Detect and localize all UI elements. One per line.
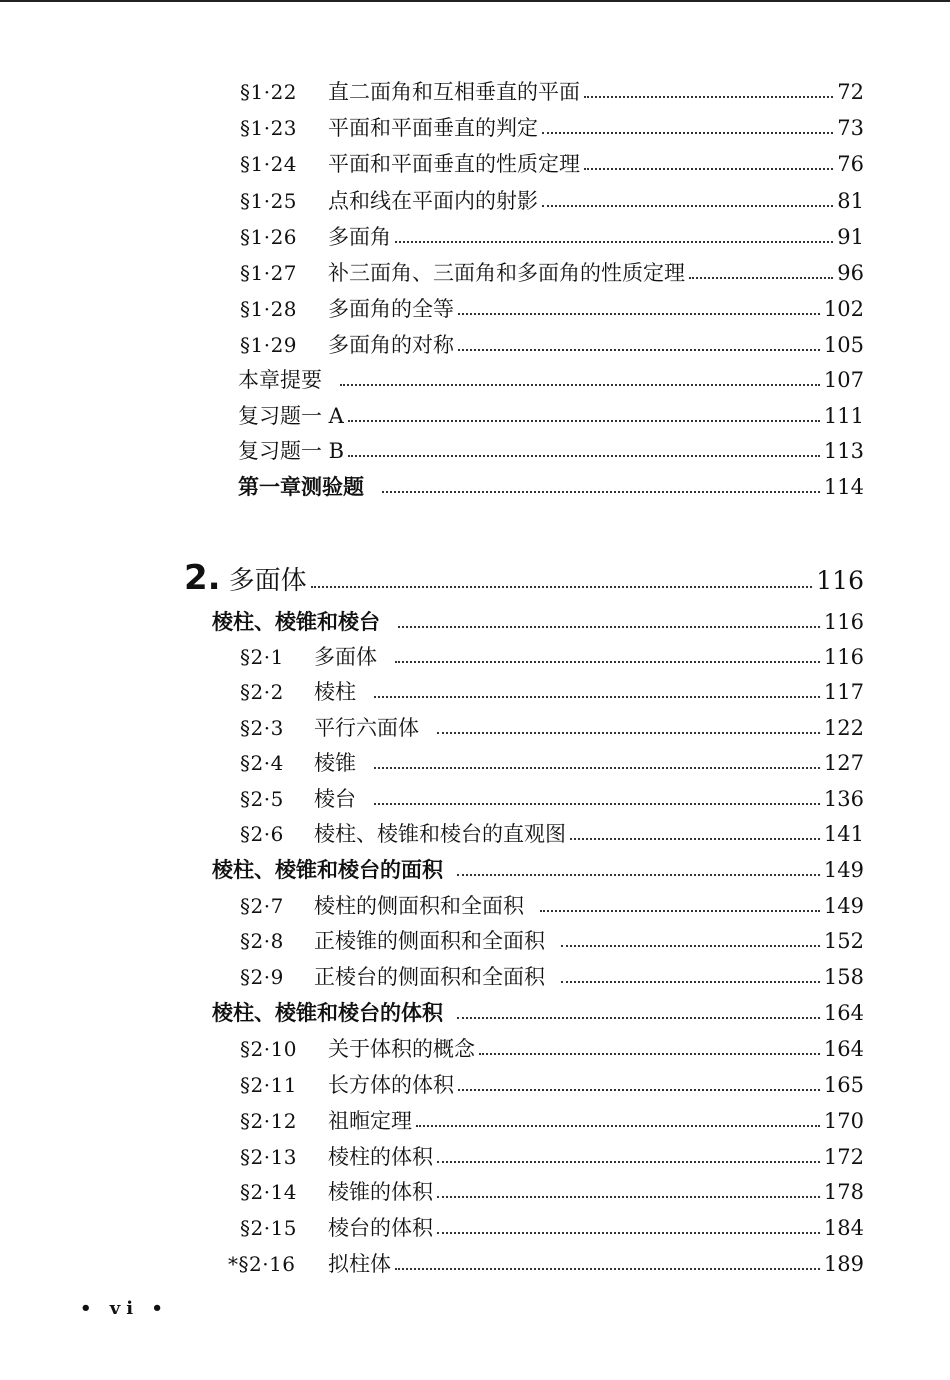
entry-title: 棱台的体积 bbox=[328, 1216, 433, 1240]
toc-entry[interactable] bbox=[240, 963, 864, 991]
page-number: 113 bbox=[823, 439, 864, 463]
entry-title: 点和线在平面内的射影 bbox=[328, 189, 538, 213]
chapter-number: 2. bbox=[184, 558, 221, 598]
page-number: 116 bbox=[816, 566, 864, 595]
dot-leader bbox=[457, 1017, 820, 1019]
group-heading[interactable] bbox=[212, 856, 864, 884]
page-number: 172 bbox=[823, 1145, 864, 1169]
section-number: §1·25 bbox=[240, 189, 298, 213]
section-number: §2·6 bbox=[240, 822, 284, 846]
entry-title: 棱柱 bbox=[314, 680, 356, 704]
section-number: §2·2 bbox=[240, 680, 284, 704]
page-number: 73 bbox=[837, 116, 864, 140]
toc-entry[interactable] bbox=[240, 1214, 864, 1242]
page-number: 184 bbox=[823, 1216, 864, 1240]
chapter-heading[interactable] bbox=[184, 560, 864, 596]
page-number: 189 bbox=[823, 1252, 864, 1276]
dot-leader bbox=[561, 945, 820, 947]
section-number: §2·12 bbox=[240, 1109, 298, 1133]
entry-title: 补三面角、三面角和多面角的性质定理 bbox=[328, 261, 685, 285]
toc-entry[interactable] bbox=[240, 1178, 864, 1206]
toc-entry[interactable] bbox=[240, 1143, 864, 1171]
dot-leader bbox=[540, 910, 820, 912]
toc-entry[interactable] bbox=[240, 1071, 864, 1099]
page-number: 117 bbox=[823, 680, 864, 704]
section-number: §1·28 bbox=[240, 297, 298, 321]
section-number: §2·8 bbox=[240, 929, 284, 953]
page-number: 170 bbox=[823, 1109, 864, 1133]
entry-title: 棱台 bbox=[314, 787, 356, 811]
toc-entry[interactable] bbox=[240, 114, 864, 142]
section-number: §1·26 bbox=[240, 225, 298, 249]
chapter-title: 多面体 bbox=[228, 566, 307, 596]
section-number: §2·5 bbox=[240, 787, 284, 811]
section-number: §2·3 bbox=[240, 716, 284, 740]
entry-title: 棱锥 bbox=[314, 751, 356, 775]
group-heading[interactable] bbox=[212, 608, 864, 636]
dot-leader bbox=[374, 767, 820, 769]
entry-title: 多面角 bbox=[328, 225, 391, 249]
section-number: §2·13 bbox=[240, 1145, 298, 1169]
page-number: 102 bbox=[823, 297, 864, 321]
group-title: 棱柱、棱锥和棱台的面积 bbox=[212, 857, 443, 882]
page-number: 114 bbox=[823, 475, 864, 499]
entry-title: 棱锥的体积 bbox=[328, 1180, 433, 1204]
dot-leader bbox=[311, 586, 813, 588]
entry-title: 祖暅定理 bbox=[328, 1109, 412, 1133]
dot-leader bbox=[437, 1161, 820, 1163]
dot-leader bbox=[458, 349, 820, 351]
toc-entry[interactable] bbox=[240, 78, 864, 106]
dot-leader bbox=[395, 1268, 820, 1270]
toc-entry[interactable] bbox=[240, 820, 864, 848]
page-number: 91 bbox=[837, 225, 864, 249]
page-number: 158 bbox=[823, 965, 864, 989]
dot-leader bbox=[561, 981, 820, 983]
toc-entry[interactable] bbox=[240, 785, 864, 813]
entry-title: 正棱锥的侧面积和全面积 bbox=[314, 929, 545, 953]
page-number: 81 bbox=[837, 189, 864, 213]
page-number: 127 bbox=[823, 751, 864, 775]
dot-leader bbox=[458, 313, 820, 315]
entry-title: 平面和平面垂直的判定 bbox=[328, 116, 538, 140]
section-number: *§2·16 bbox=[228, 1252, 296, 1276]
dot-leader bbox=[458, 1089, 820, 1091]
page-number: 107 bbox=[823, 368, 864, 392]
dot-leader bbox=[584, 168, 833, 170]
page-number: 164 bbox=[823, 1037, 864, 1061]
dot-leader bbox=[395, 241, 833, 243]
group-heading[interactable] bbox=[212, 999, 864, 1027]
page-number: 149 bbox=[823, 858, 864, 882]
entry-title: 复习题一 A bbox=[238, 404, 344, 428]
dot-leader bbox=[479, 1053, 820, 1055]
page-number: 136 bbox=[823, 787, 864, 811]
entry-title: 棱柱的体积 bbox=[328, 1145, 433, 1169]
section-number: §2·11 bbox=[240, 1073, 298, 1097]
dot-leader bbox=[374, 696, 820, 698]
entry-title: 复习题一 B bbox=[238, 439, 345, 463]
entry-title: 多面角的对称 bbox=[328, 333, 454, 357]
toc-entry[interactable] bbox=[240, 892, 864, 920]
toc-entry[interactable] bbox=[240, 1107, 864, 1135]
page-number: 149 bbox=[823, 894, 864, 918]
page-number: 105 bbox=[823, 333, 864, 357]
section-number: §1·23 bbox=[240, 116, 298, 140]
dot-leader bbox=[348, 455, 820, 457]
dot-leader bbox=[570, 838, 820, 840]
toc-entry[interactable] bbox=[240, 643, 864, 671]
toc-entry[interactable] bbox=[240, 1035, 864, 1063]
toc-entry[interactable] bbox=[240, 678, 864, 706]
page-number: 96 bbox=[837, 261, 864, 285]
page-number: 178 bbox=[823, 1180, 864, 1204]
entry-title: 平面和平面垂直的性质定理 bbox=[328, 152, 580, 176]
toc-entry[interactable] bbox=[240, 927, 864, 955]
top-border-line bbox=[0, 0, 950, 2]
entry-title: 第一章测验题 bbox=[238, 474, 364, 499]
section-number: §2·14 bbox=[240, 1180, 298, 1204]
dot-leader bbox=[416, 1125, 820, 1127]
entry-title: 关于体积的概念 bbox=[328, 1037, 475, 1061]
entry-title: 正棱台的侧面积和全面积 bbox=[314, 965, 545, 989]
toc-entry[interactable] bbox=[240, 150, 864, 178]
section-number: §1·22 bbox=[240, 80, 298, 104]
dot-leader bbox=[542, 205, 833, 207]
dot-leader bbox=[395, 661, 820, 663]
entry-title: 多面体 bbox=[314, 645, 377, 669]
section-number: §2·10 bbox=[240, 1037, 298, 1061]
entry-title: 长方体的体积 bbox=[328, 1073, 454, 1097]
toc-entry-optional[interactable] bbox=[228, 1250, 864, 1278]
section-number: §1·27 bbox=[240, 261, 298, 285]
section-number: §2·15 bbox=[240, 1216, 298, 1240]
page-number: 72 bbox=[837, 80, 864, 104]
group-title: 棱柱、棱锥和棱台的体积 bbox=[212, 1000, 443, 1025]
page-number: 116 bbox=[823, 645, 864, 669]
page-number: 76 bbox=[837, 152, 864, 176]
page-number: 116 bbox=[823, 610, 864, 634]
entry-title: 多面角的全等 bbox=[328, 297, 454, 321]
group-title: 棱柱、棱锥和棱台 bbox=[212, 609, 380, 634]
dot-leader bbox=[584, 96, 833, 98]
toc-entry[interactable] bbox=[240, 331, 864, 359]
dot-leader bbox=[374, 803, 820, 805]
page-number: 122 bbox=[823, 716, 864, 740]
dot-leader bbox=[437, 732, 820, 734]
page-number: 152 bbox=[823, 929, 864, 953]
toc-entry-chapter-test[interactable] bbox=[238, 473, 864, 501]
entry-title: 棱柱、棱锥和棱台的直观图 bbox=[314, 822, 566, 846]
entry-title: 直二面角和互相垂直的平面 bbox=[328, 80, 580, 104]
dot-leader bbox=[437, 1196, 820, 1198]
toc-entry[interactable] bbox=[240, 749, 864, 777]
toc-entry[interactable] bbox=[240, 295, 864, 323]
toc-entry-summary[interactable] bbox=[238, 366, 864, 394]
section-number: §1·29 bbox=[240, 333, 298, 357]
entry-title: 平行六面体 bbox=[314, 716, 419, 740]
page-number: 165 bbox=[823, 1073, 864, 1097]
section-number: §2·9 bbox=[240, 965, 284, 989]
toc-entry[interactable] bbox=[240, 187, 864, 215]
entry-title: 棱柱的侧面积和全面积 bbox=[314, 894, 524, 918]
dot-leader bbox=[340, 384, 820, 386]
dot-leader bbox=[398, 626, 820, 628]
toc-entry[interactable] bbox=[240, 714, 864, 742]
toc-entry[interactable] bbox=[240, 259, 864, 287]
entry-title: 拟柱体 bbox=[328, 1252, 391, 1276]
toc-entry-review-a[interactable] bbox=[238, 402, 864, 430]
section-number: §2·4 bbox=[240, 751, 284, 775]
page-number: 141 bbox=[823, 822, 864, 846]
dot-leader bbox=[542, 132, 833, 134]
toc-entry[interactable] bbox=[240, 223, 864, 251]
toc-entry-review-b[interactable] bbox=[238, 437, 864, 465]
dot-leader bbox=[437, 1232, 820, 1234]
section-number: §2·1 bbox=[240, 645, 284, 669]
page-number: 164 bbox=[823, 1001, 864, 1025]
dot-leader bbox=[348, 420, 820, 422]
page-number: 111 bbox=[823, 404, 864, 428]
section-number: §2·7 bbox=[240, 894, 284, 918]
dot-leader bbox=[382, 491, 820, 493]
section-number: §1·24 bbox=[240, 152, 298, 176]
dot-leader bbox=[689, 277, 833, 279]
dot-leader bbox=[457, 874, 820, 876]
page-footer-number: • vi • bbox=[80, 1298, 169, 1319]
entry-title: 本章提要 bbox=[238, 368, 322, 392]
